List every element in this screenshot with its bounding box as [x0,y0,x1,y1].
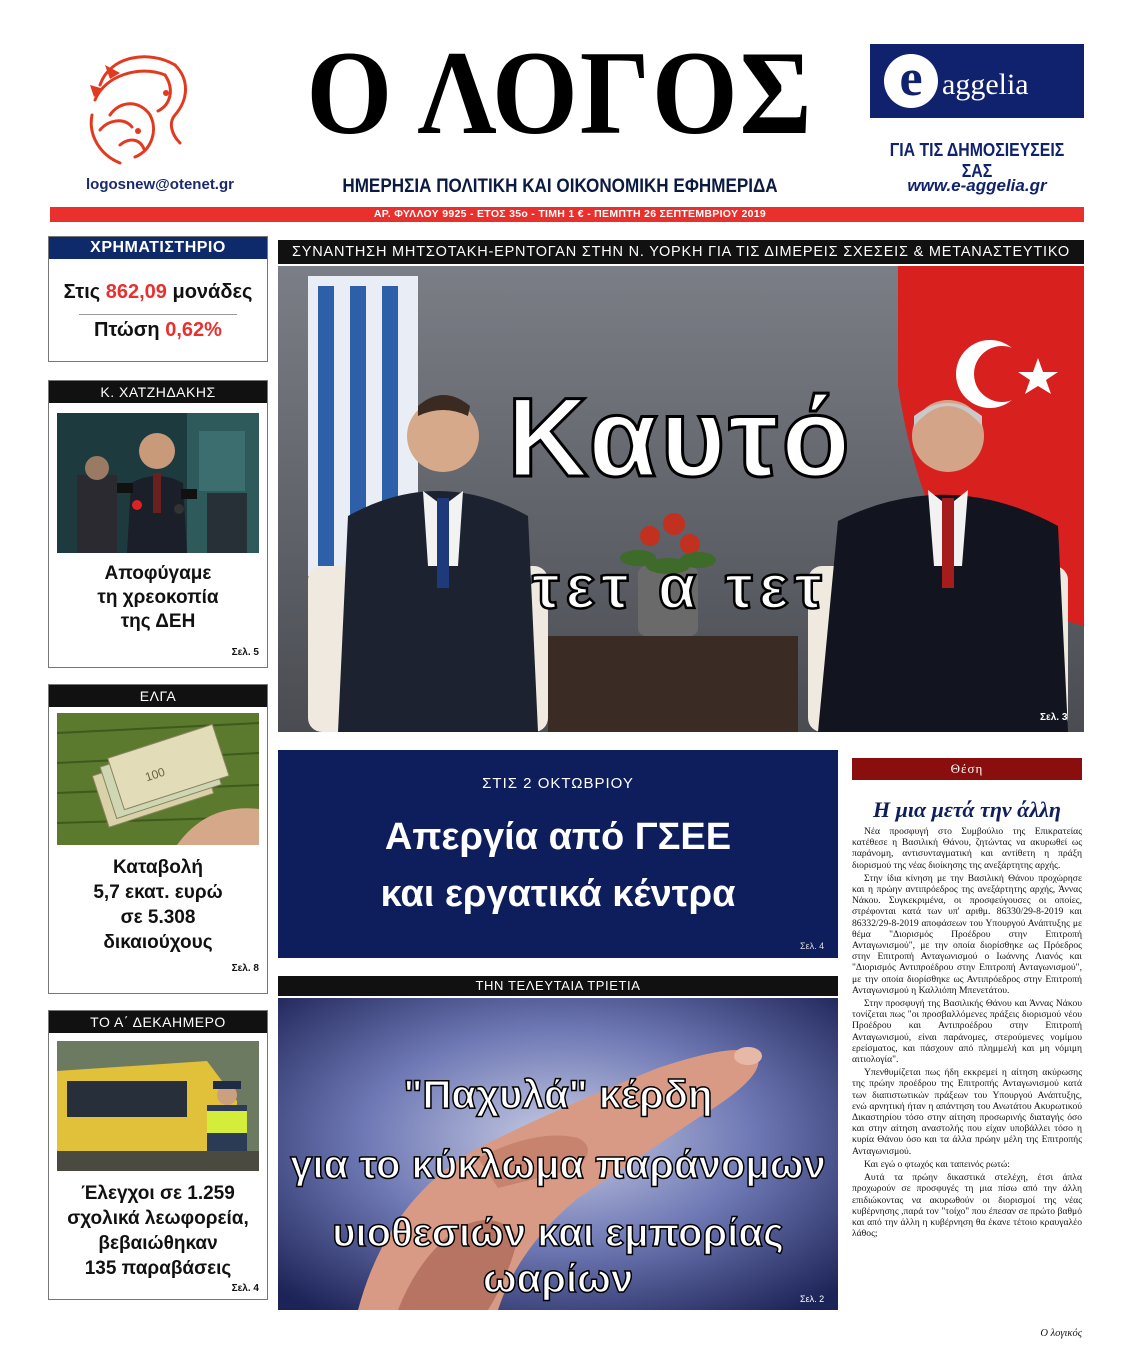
buses-header: ΤΟ Α΄ ΔΕΚΑΗΜΕΡΟ [49,1011,267,1033]
stock-change-prefix: Πτώση [94,319,160,341]
editorial-paragraph: Στην προσφυγή της Βασιλικής Θάνου και Άννας Νάκου τονίζεται πως "οι προσβαλλόμενες πράξεις διορισμού νέου Προέδρου και Αντιπροέδρου στην Επιτροπή Ανταγωνισμού, είναι παράνομες, στερούμενες νομίμου ερείσματος, και πάσχουν από πλημμελή και μη νόμιμη αιτιολογία". [852,998,1082,1066]
stock-points-line [49,281,267,304]
buses-line1: Έλεγχοι σε 1.259 [81,1183,235,1204]
hatzidakis-header: Κ. ΧΑΤΖΗΔΑΚΗΣ [49,381,267,403]
editorial-label: Θέση [852,758,1082,780]
elga-box[interactable] [48,684,268,994]
elga-header: ΕΛΓΑ [49,685,267,707]
triennium-headline-line1[interactable]: "Παχυλά" κέρδη [403,1073,713,1117]
hatzidakis-photo [57,413,259,553]
buses-line3: βεβαιώθηκαν [98,1233,218,1254]
eaggelia-logo-word: aggelia [942,68,1029,101]
editorial-body [852,826,1082,1241]
main-story-banner: ΣΥΝΑΝΤΗΣΗ ΜΗΤΣΟΤΑΚΗ-ΕΡΝΤΟΓΑΝ ΣΤΗΝ Ν. ΥΟΡΚΗ ΓΙΑ ΤΙΣ ΔΙΜΕΡΕΙΣ ΣΧΕΣΕΙΣ & ΜΕΤΑΝΑΣΤΕΥΤΙΚΟ [278,240,1084,264]
contact-email[interactable]: logosnew@otenet.gr [86,176,234,193]
eaggelia-url[interactable]: www.e-aggelia.gr [907,176,1047,195]
buses-photo [57,1041,259,1171]
strike-page-ref: Σελ. 4 [800,941,825,951]
stock-market-header: ΧΡΗΜΑΤΙΣΤΗΡΙΟ [49,237,267,259]
editorial-paragraph: Αυτά τα πρώην δικαστικά στελέχη, έτσι άπλα προχωρούν σε προσφυγές τη μια πίσω από την άλλη επιδιώκοντας να ακυρωθούν οι διορισμοί της νέας κυβέρνησης ,παρά τον "τοίχο" που έπεσαν σε πρώτο βαθμό και από την άλλη η κυβέρνηση θα έκανε τέτοιο κραυγαλέο λάθος; [852,1172,1082,1240]
elga-line1: Καταβολή [113,857,203,878]
editorial-paragraph: Νέα προσφυγή στο Συμβούλιο της Επικρατείας κατέθεσε η Βασιλική Θάνου, ζητώντας να ακυρωθεί ως παράνομη, αντισυνταγματική και αντίθετη η πράξη διορισμού της νέας διοίκησης της ανεξάρτητης αρχής. [852,826,1082,871]
stock-points-value: 862,09 [105,281,167,303]
elga-line3: σε 5.308 [120,907,196,928]
newspaper-title: Ο ΛΟΓΟΣ [306,26,814,159]
buses-line4: 135 παραβάσεις [84,1258,232,1279]
stock-points-suffix: μονάδες [172,281,253,303]
triennium-headline-line3[interactable]: υιοθεσιών και εμπορίας ωαρίων [332,1211,784,1301]
eaggelia-tagline: ΓΙΑ ΤΙΣ ΔΗΜΟΣΙΕΥΣΕΙΣ ΣΑΣ [889,140,1065,181]
stock-change-value: 0,62% [165,319,222,341]
elga-line4: δικαιούχους [103,932,213,953]
eaggelia-e-icon: e [884,54,938,108]
stock-points-prefix: Στις [63,281,101,303]
hatzidakis-page-ref: Σελ. 5 [231,647,259,658]
issue-info: ΑΡ. ΦΥΛΛΟΥ 9925 - ΕΤΟΣ 35ο - ΤΙΜΗ 1 € - ΠΕΜΠΤΗ 26 ΣΕΠΤΕΜΒΡΙΟΥ 2019 [373,208,767,220]
main-subheadline[interactable]: τετ α τετ [531,553,829,622]
newspaper-subtitle: ΗΜΕΡΗΣΙΑ ΠΟΛΙΤΙΚΗ ΚΑΙ ΟΙΚΟΝΟΜΙΚΗ ΕΦΗΜΕΡΙΔΑ [342,176,778,197]
editorial-title[interactable]: Η μια μετά την άλλη [873,797,1061,822]
buses-line2: σχολικά λεωφορεία, [67,1208,249,1229]
editorial-paragraph: Και εγώ ο φτωχός και ταπεινός ρωτώ: [864,1158,1010,1170]
editorial-paragraph: Υπενθυμίζεται πως ήδη εκκρεμεί η αίτηση ακύρωσης της πρώην προέδρου της Επιτροπής Ανταγωνισμού κατά των διαπιστωτικών πράξεων του Υπουργού Ανάπτυξης, ενώ αρνητική ήταν η απάντηση του Ανωτάτου Ακυρωτικού Δικαστηρίου τόσο στην αίτηση προσωρινής διαταγής όσο και στην αίτηση αναστολής που είχαν υποβάλλει τόσο η κυρία Θάνου όσο και τα άλλα πρώην μέλη της Επιτροπής Ανταγωνισμού. [852,1067,1082,1157]
hatzidakis-line2: τη χρεοκοπία [97,587,219,608]
stock-market-box[interactable] [48,236,268,362]
buses-page-ref: Σελ. 4 [231,1283,259,1294]
hatzidakis-line3: της ΔΕΗ [120,611,196,632]
triennium-headline-line2[interactable]: για το κύκλωμα παράνομων [290,1143,826,1187]
stock-change-line [49,319,267,342]
triennium-banner: ΤΗΝ ΤΕΛΕΥΤΑΙΑ ΤΡΙΕΤΙΑ [278,976,838,996]
main-headline[interactable]: Καυτό [507,375,853,500]
hatzidakis-line1: Αποφύγαμε [104,563,212,584]
editorial-paragraph: Στην ίδια κίνηση με την Βασιλική Θάνου προχώρησε και η πρώην αντιπρόεδρος της ανεξάρτητης αρχής, Άννας Νάκου. Συγκεκριμένα, οι προσφεύγουσες οι οποίες, στρέφονται κατά των υπ' αριθμ. 86330/29-8-2019 και 86332/29-8-2019 αποφάσεων του Υπουργού Ανάπτυξης με θέμα "Διορισμός Προέδρου στην Επιτροπή Ανταγωνισμού", με την οποία διορίσθηκε ως Πρόεδρος στην Επιτροπή Ανταγωνισμού ο Ιωάννης Λιανός και "Διορισμός Αντιπροέδρου στην Επιτροπή Ανταγωνισμού", με την οποία διορίσθηκε ως Αντιπρόεδρος στην Επιτροπή Ανταγωνισμού η Καλλιόπη Μπενετάτου. [852,872,1082,996]
elga-line2: 5,7 εκατ. ευρώ [93,882,223,903]
triennium-page-ref: Σελ. 2 [800,1294,825,1304]
hatzidakis-box[interactable] [48,380,268,668]
main-page-ref: Σελ. 3 [1040,712,1068,723]
eaggelia-logo[interactable] [870,44,1084,118]
editorial-signature: Ο λογικός [1040,1328,1082,1339]
elga-photo [57,713,259,845]
stock-divider [79,314,237,315]
logo-illustration [80,45,210,175]
strike-headline-line2[interactable]: και εργατικά κέντρα [380,873,736,915]
svg-text:100: 100 [143,764,167,785]
buses-box[interactable] [48,1010,268,1300]
strike-headline-line1[interactable]: Απεργία από ΓΣΕΕ [384,816,732,858]
strike-date: ΣΤΙΣ 2 ΟΚΤΩΒΡΙΟΥ [482,775,634,792]
elga-page-ref: Σελ. 8 [231,963,259,974]
